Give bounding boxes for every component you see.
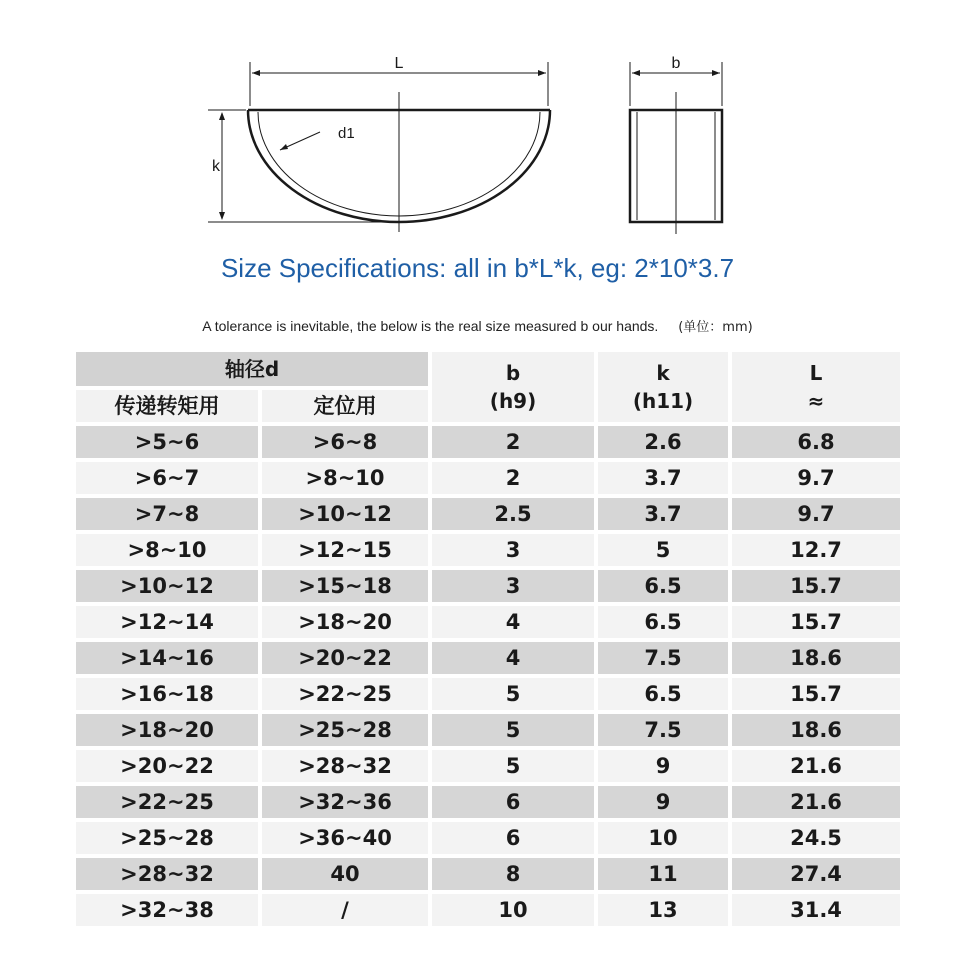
table-cell: >12~14 bbox=[76, 606, 258, 638]
table-cell: >22~25 bbox=[262, 678, 428, 710]
table-cell: >25~28 bbox=[262, 714, 428, 746]
table-row bbox=[76, 894, 900, 926]
table-cell: 5 bbox=[432, 678, 594, 710]
table-cell: >6~8 bbox=[262, 426, 428, 458]
table-cell: 15.7 bbox=[732, 678, 900, 710]
table-row bbox=[76, 498, 900, 530]
header-L-name: L bbox=[809, 361, 823, 385]
table-cell: 10 bbox=[598, 822, 728, 854]
table-cell: 9 bbox=[598, 750, 728, 782]
table-cell: 3 bbox=[432, 534, 594, 566]
header-k bbox=[598, 352, 728, 422]
table-row bbox=[76, 570, 900, 602]
spec-table bbox=[72, 348, 904, 930]
table-cell: 6.5 bbox=[598, 678, 728, 710]
header-k-name: k bbox=[656, 361, 670, 385]
table-cell: 9 bbox=[598, 786, 728, 818]
header-torque: 传递转矩用 bbox=[76, 390, 258, 422]
table-cell: >20~22 bbox=[76, 750, 258, 782]
table-cell: >14~16 bbox=[76, 642, 258, 674]
table-cell: >18~20 bbox=[76, 714, 258, 746]
table-cell: >32~38 bbox=[76, 894, 258, 926]
header-L bbox=[732, 352, 900, 422]
table-cell: 3.7 bbox=[598, 498, 728, 530]
headline: Size Specifications: all in b*L*k, eg: 2*10*3.7 bbox=[220, 253, 735, 283]
table-cell: 6 bbox=[432, 786, 594, 818]
table-cell: 6.5 bbox=[598, 570, 728, 602]
table-cell: >12~15 bbox=[262, 534, 428, 566]
table-row bbox=[76, 822, 900, 854]
table-cell: >10~12 bbox=[262, 498, 428, 530]
table-row bbox=[76, 462, 900, 494]
table-cell: 2.6 bbox=[598, 426, 728, 458]
table-row bbox=[76, 786, 900, 818]
table-cell: 9.7 bbox=[732, 462, 900, 494]
table-cell: 15.7 bbox=[732, 570, 900, 602]
table-cell: >36~40 bbox=[262, 822, 428, 854]
table-cell: >28~32 bbox=[262, 750, 428, 782]
table-cell: >15~18 bbox=[262, 570, 428, 602]
header-b bbox=[432, 352, 594, 422]
header-b-name: b bbox=[505, 361, 521, 385]
table-cell: 24.5 bbox=[732, 822, 900, 854]
label-d1: d1 bbox=[338, 125, 355, 142]
table-cell: >20~22 bbox=[262, 642, 428, 674]
label-b: b bbox=[671, 55, 681, 72]
table-cell: 5 bbox=[432, 714, 594, 746]
table-cell: >25~28 bbox=[76, 822, 258, 854]
table-cell: >18~20 bbox=[262, 606, 428, 638]
label-L: L bbox=[394, 55, 404, 72]
table-cell: 7.5 bbox=[598, 714, 728, 746]
table-cell: >7~8 bbox=[76, 498, 258, 530]
note-row bbox=[0, 316, 955, 335]
table-cell: 40 bbox=[262, 858, 428, 890]
header-L-tol: ≈ bbox=[807, 389, 825, 413]
header-b-tol: (h9) bbox=[489, 389, 537, 413]
table-cell: 4 bbox=[432, 606, 594, 638]
table-cell: 6.5 bbox=[598, 606, 728, 638]
table-cell: 13 bbox=[598, 894, 728, 926]
table-cell: 21.6 bbox=[732, 750, 900, 782]
table-cell: >16~18 bbox=[76, 678, 258, 710]
table-cell: >5~6 bbox=[76, 426, 258, 458]
table-cell: 4 bbox=[432, 642, 594, 674]
table-cell: >22~25 bbox=[76, 786, 258, 818]
table-cell: 9.7 bbox=[732, 498, 900, 530]
table-row bbox=[76, 606, 900, 638]
table-row bbox=[76, 534, 900, 566]
table-cell: >28~32 bbox=[76, 858, 258, 890]
table-cell: 18.6 bbox=[732, 642, 900, 674]
table-cell: >32~36 bbox=[262, 786, 428, 818]
table-cell: 7.5 bbox=[598, 642, 728, 674]
table-cell: 15.7 bbox=[732, 606, 900, 638]
table-cell: 6 bbox=[432, 822, 594, 854]
table-cell: 11 bbox=[598, 858, 728, 890]
table-row bbox=[76, 750, 900, 782]
front-view bbox=[208, 62, 550, 232]
table-cell: 6.8 bbox=[732, 426, 900, 458]
table-cell: 5 bbox=[598, 534, 728, 566]
side-view bbox=[630, 62, 722, 234]
table-cell: 31.4 bbox=[732, 894, 900, 926]
table-cell: >8~10 bbox=[76, 534, 258, 566]
table-cell: 18.6 bbox=[732, 714, 900, 746]
unit-note: (单位：mm) bbox=[678, 320, 753, 335]
table-row bbox=[76, 678, 900, 710]
woodruff-key-drawing bbox=[0, 0, 955, 245]
header-shaft-diameter: 轴径d bbox=[76, 352, 428, 386]
table-cell: / bbox=[262, 894, 428, 926]
table-cell: 10 bbox=[432, 894, 594, 926]
table-cell: 12.7 bbox=[732, 534, 900, 566]
tolerance-note: A tolerance is inevitable, the below is the real size measured b our hands. bbox=[202, 318, 659, 334]
table-cell: 3 bbox=[432, 570, 594, 602]
table-cell: 27.4 bbox=[732, 858, 900, 890]
table-cell: 2.5 bbox=[432, 498, 594, 530]
table-row bbox=[76, 642, 900, 674]
table-cell: >8~10 bbox=[262, 462, 428, 494]
header-k-tol: (h11) bbox=[632, 389, 694, 413]
table-cell: 2 bbox=[432, 426, 594, 458]
table-cell: 5 bbox=[432, 750, 594, 782]
header-positioning: 定位用 bbox=[262, 390, 428, 422]
table-cell: 3.7 bbox=[598, 462, 728, 494]
table-cell: >6~7 bbox=[76, 462, 258, 494]
table-cell: 8 bbox=[432, 858, 594, 890]
table-cell: 2 bbox=[432, 462, 594, 494]
table-cell: 21.6 bbox=[732, 786, 900, 818]
table-row bbox=[76, 858, 900, 890]
label-k: k bbox=[212, 158, 220, 175]
table-cell: >10~12 bbox=[76, 570, 258, 602]
table-row bbox=[76, 714, 900, 746]
table-row bbox=[76, 426, 900, 458]
table-body bbox=[76, 426, 900, 926]
